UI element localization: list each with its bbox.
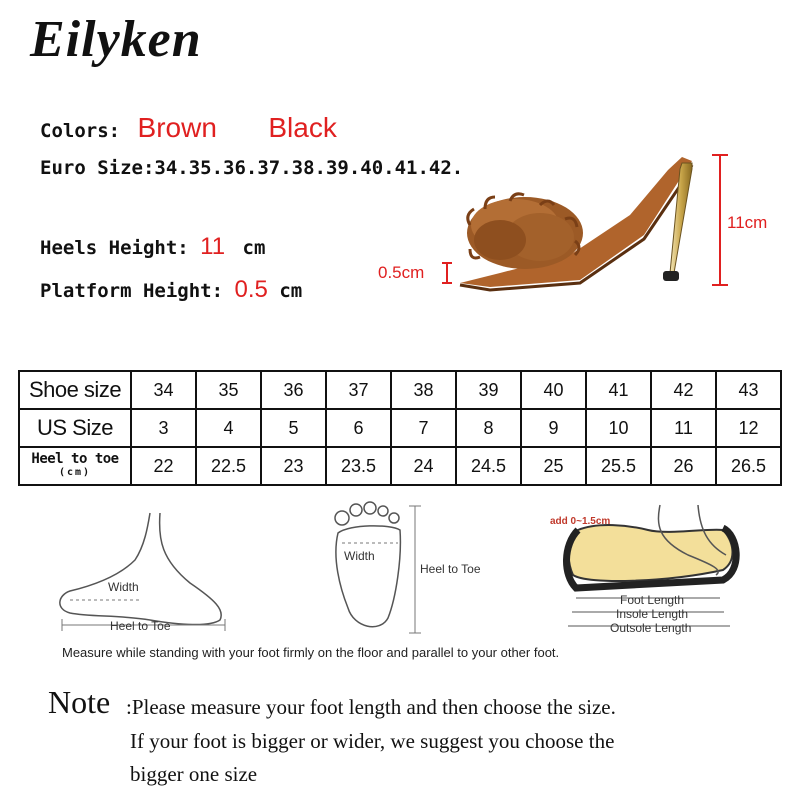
- table-cell: 26.5: [716, 447, 781, 485]
- table-cell: 8: [456, 409, 521, 447]
- euro-size-value: 34.35.36.37.38.39.40.41.42.: [154, 157, 464, 179]
- table-cell: 4: [196, 409, 261, 447]
- shoe-size-header: Shoe size: [19, 371, 131, 409]
- table-cell: 22: [131, 447, 196, 485]
- fur-strap: [467, 194, 583, 269]
- table-cell: 34: [131, 371, 196, 409]
- heel-to-toe-label: Heel to toe: [31, 451, 119, 467]
- heel-to-toe-header: [19, 447, 131, 485]
- note-line-1: :Please measure your foot length and then choose the size.: [126, 695, 616, 719]
- table-cell: 26: [651, 447, 716, 485]
- table-cell: 24.5: [456, 447, 521, 485]
- table-cell: 42: [651, 371, 716, 409]
- product-image: [430, 145, 730, 325]
- table-cell: 5: [261, 409, 326, 447]
- table-cell: 7: [391, 409, 456, 447]
- heels-height-row: [40, 233, 265, 261]
- heels-height-label: Heels Height:: [40, 237, 189, 259]
- shoe-fit-diagram: [548, 500, 748, 645]
- platform-dimension: [440, 260, 454, 286]
- outsole-length-label: Outsole Length: [610, 621, 692, 635]
- euro-size-label: Euro Size:: [40, 157, 155, 179]
- platform-height-label: Platform Height:: [40, 280, 224, 302]
- shoe-add-label: add 0~1.5cm: [550, 516, 611, 527]
- color-brown: Brown: [137, 112, 217, 143]
- table-cell: 35: [196, 371, 261, 409]
- platform-height-row: [40, 276, 302, 304]
- top-width-label: Width: [344, 549, 375, 563]
- heels-height-value: 11: [200, 233, 226, 260]
- side-width-label: Width: [108, 580, 139, 594]
- table-cell: 3: [131, 409, 196, 447]
- heel-to-toe-unit: (cm): [58, 467, 92, 478]
- table-cell: 39: [456, 371, 521, 409]
- insole-length-label: Insole Length: [616, 607, 689, 621]
- table-cell: 24: [391, 447, 456, 485]
- top-foot-diagram: [320, 498, 510, 643]
- foot-length-label: Foot Length: [620, 593, 685, 607]
- note-label: Note: [48, 684, 111, 720]
- colors-label: Colors:: [40, 120, 121, 142]
- table-cell: 10: [586, 409, 651, 447]
- color-black: Black: [268, 112, 337, 143]
- table-cell: 25.5: [586, 447, 651, 485]
- table-cell: 25: [521, 447, 586, 485]
- us-size-header: US Size: [19, 409, 131, 447]
- table-cell: 11: [651, 409, 716, 447]
- size-chart-table: [18, 370, 782, 486]
- heel-height-label: 11cm: [727, 213, 768, 232]
- table-cell: 6: [326, 409, 391, 447]
- shoe-size-row: [19, 371, 781, 409]
- colors-row: [40, 112, 337, 144]
- brand-logo: Eilyken: [30, 11, 202, 68]
- table-cell: 23: [261, 447, 326, 485]
- heel-tip: [663, 271, 679, 281]
- top-heel-to-toe-label: Heel to Toe: [420, 562, 481, 576]
- table-cell: 9: [521, 409, 586, 447]
- table-cell: 43: [716, 371, 781, 409]
- us-size-row: [19, 409, 781, 447]
- table-cell: 23.5: [326, 447, 391, 485]
- table-cell: 38: [391, 371, 456, 409]
- euro-size-row: [40, 157, 463, 179]
- table-cell: 37: [326, 371, 391, 409]
- platform-height-dim-label: 0.5cm: [378, 263, 425, 282]
- measure-caption: Measure while standing with your foot firmly on the floor and parallel to your other foot.: [62, 645, 560, 660]
- side-foot-diagram: [40, 505, 240, 640]
- platform-height-unit: cm: [279, 280, 303, 302]
- table-cell: 40: [521, 371, 586, 409]
- side-heel-to-toe-label: Heel to Toe: [110, 619, 171, 633]
- note-line-3: bigger one size: [130, 762, 258, 786]
- note-line-2: If your foot is bigger or wider, we suggest you choose the: [130, 729, 615, 753]
- heel-to-toe-row: [19, 447, 781, 485]
- table-cell: 12: [716, 409, 781, 447]
- heels-height-unit: cm: [242, 237, 266, 259]
- table-cell: 22.5: [196, 447, 261, 485]
- table-cell: 41: [586, 371, 651, 409]
- platform-height-value: 0.5: [234, 276, 268, 303]
- table-cell: 36: [261, 371, 326, 409]
